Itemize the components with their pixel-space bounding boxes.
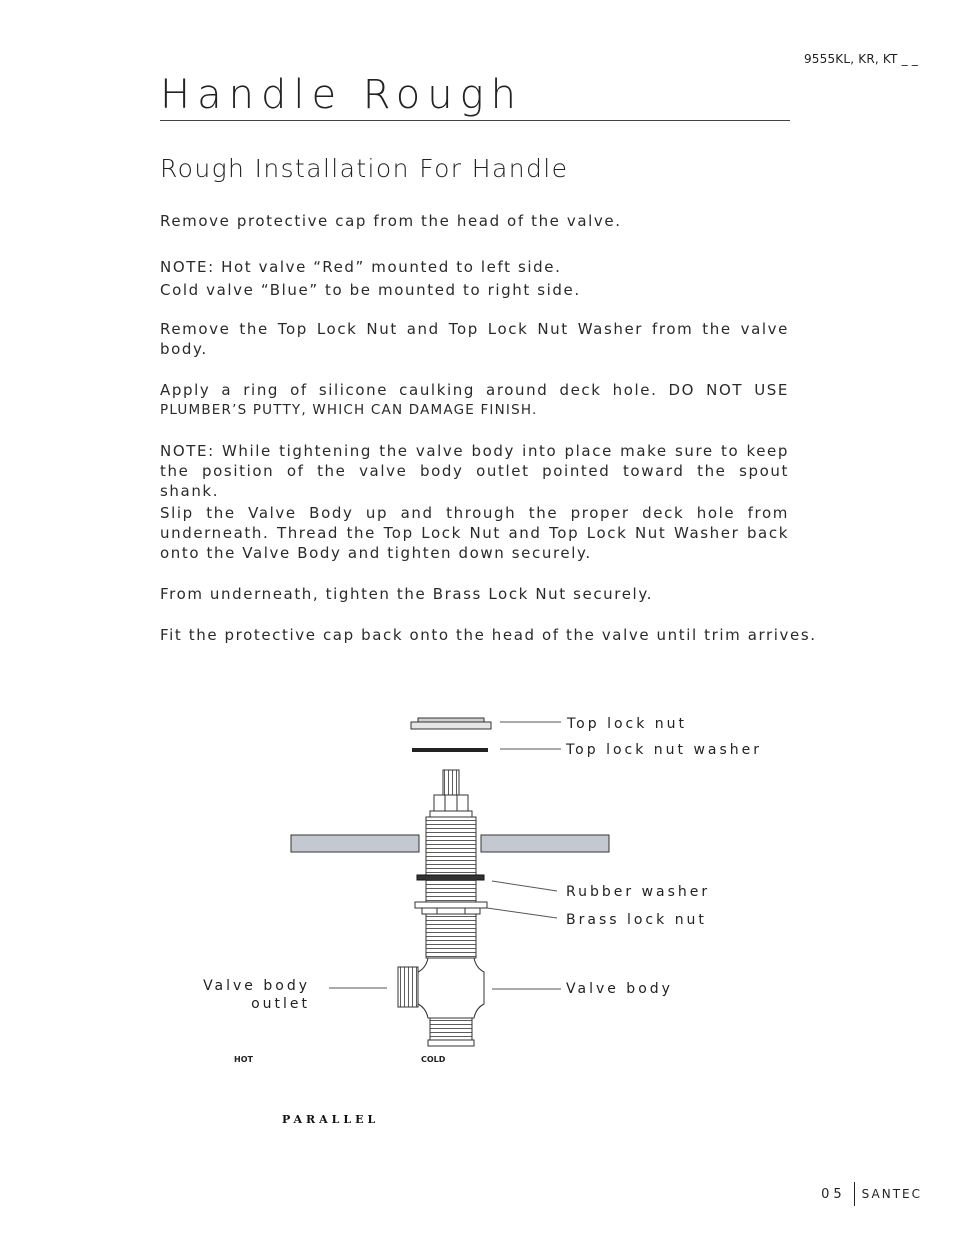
label-rubber-washer: Rubber washer	[566, 884, 711, 900]
silicone-line-1: Apply a ring of silicone caulking around deck hole. DO NOT USE	[160, 381, 789, 399]
label-valve-body-outlet-line1: Valve body	[203, 978, 310, 994]
label-valve-body-outlet-line2: outlet	[251, 996, 310, 1012]
note-hot-cold	[160, 256, 581, 302]
leader-rubber-washer	[492, 881, 557, 891]
instruction-slip-valve-body: Slip the Valve Body up and through the proper deck hole from underneath. Thread the Top Lock Nut and Top Lock Nut Washer back onto the Valve Body and tighten down securely.	[160, 504, 789, 562]
instruction-refit-cap: Fit the protective cap back onto the head of the valve until trim arrives.	[160, 626, 817, 644]
threaded-body-lower	[426, 914, 476, 958]
note-cold-line: Cold valve “Blue” to be mounted to right side.	[160, 281, 581, 299]
silicone-line-2: PLUMBER’S PUTTY, WHICH CAN DAMAGE FINISH.	[160, 402, 538, 418]
top-lock-nut-part	[411, 718, 491, 729]
instruction-remove-cap: Remove protective cap from the head of the valve.	[160, 212, 622, 230]
instruction-remove-top-nut: Remove the Top Lock Nut and Top Lock Nut Washer from the valve body.	[160, 320, 789, 358]
label-top-lock-nut-washer: Top lock nut washer	[566, 742, 763, 758]
page-title: Handle Rough	[160, 72, 523, 118]
leader-brass-lock-nut	[487, 908, 557, 918]
brass-lock-nut-part	[415, 902, 487, 914]
hot-stamp: HOT	[234, 1055, 253, 1064]
footer	[821, 1182, 922, 1206]
label-valve-body: Valve body	[566, 981, 673, 997]
valve-stem	[443, 770, 459, 796]
instruction-brass-nut: From underneath, tighten the Brass Lock Nut securely.	[160, 585, 654, 603]
top-lock-nut-washer-part	[412, 748, 488, 752]
label-brass-lock-nut: Brass lock nut	[566, 912, 707, 928]
parallel-brand-mark: PARALLEL	[282, 1113, 380, 1126]
rubber-washer-part	[417, 875, 484, 880]
title-rule	[160, 120, 790, 121]
note-hot-line: NOTE: Hot valve “Red” mounted to left side.	[160, 258, 562, 276]
instruction-silicone	[160, 380, 789, 420]
footer-brand-logo: SANTEC	[861, 1187, 922, 1201]
threaded-body-upper	[426, 817, 476, 875]
section-heading: Rough Installation For Handle	[160, 154, 569, 183]
valve-body-part	[418, 958, 484, 1018]
page-number: 05	[821, 1186, 846, 1202]
deck-right	[481, 835, 609, 852]
valve-stem-hex	[434, 795, 468, 811]
valve-body-outlet-part	[398, 967, 418, 1007]
note-outlet-position: NOTE: While tightening the valve body into place make sure to keep the position of the valve body outlet pointed toward the spout shank.	[160, 442, 789, 500]
footer-divider	[854, 1182, 855, 1206]
deck-left	[291, 835, 419, 852]
label-top-lock-nut: Top lock nut	[567, 716, 688, 732]
model-code: 9555KL, KR, KT _ _	[803, 52, 918, 66]
cold-stamp: COLD	[421, 1055, 446, 1064]
valve-diagram	[0, 690, 954, 1090]
